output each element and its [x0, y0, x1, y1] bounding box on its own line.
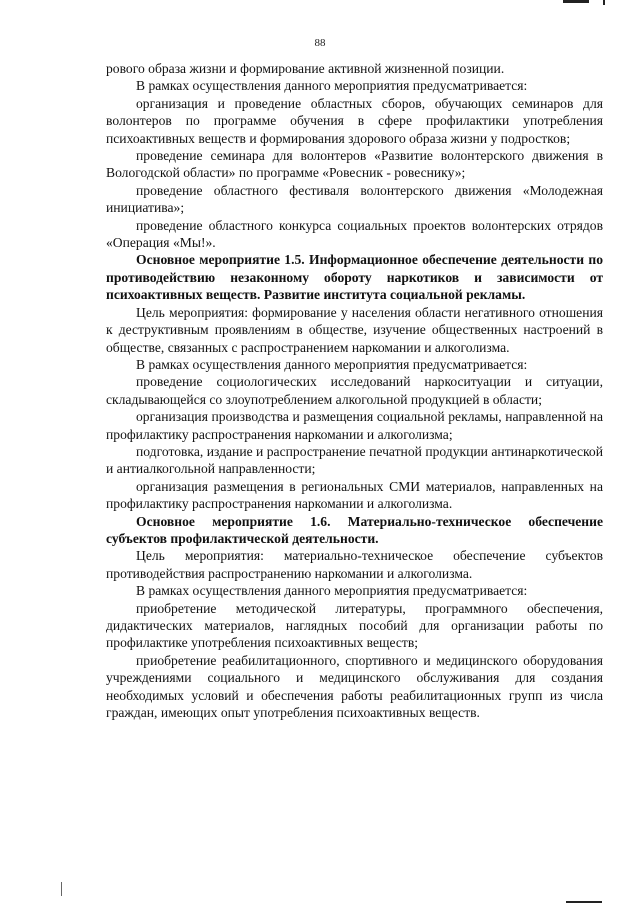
paragraph: В рамках осуществления данного мероприятия предусматривается: [136, 356, 528, 372]
paragraph: В рамках осуществления данного мероприятия предусматривается: [136, 78, 528, 94]
scan-mark-bottom-left [61, 882, 62, 896]
paragraph: В рамках осуществления данного мероприятия предусматривается: [136, 583, 528, 599]
paragraph: Цель мероприятия: формирование у населения области негативного отношения к деструктивным проявлениям в обществе, изучение общественных настроений в обществе, связанных с распространением наркомании и алкоголизма. [106, 304, 603, 355]
paragraph: рового образа жизни и формирование активной жизненной позиции. [106, 61, 505, 76]
scan-mark-bottom-right [566, 901, 602, 903]
document-body [106, 60, 603, 721]
paragraph: проведение областного фестиваля волонтерского движения «Молодежная инициатива»; [106, 182, 603, 216]
scan-mark-top-right-small [603, 0, 605, 5]
paragraph: организация производства и размещения социальной рекламы, направленной на профилактику распространения наркомании и алкоголизма; [106, 409, 603, 442]
paragraph: приобретение методической литературы, программного обеспечения, дидактических материалов, наглядных пособий для организации работы по профилактике употребления психоактивных веществ; [106, 600, 603, 651]
paragraph: проведение областного конкурса социальных проектов волонтерских отрядов «Операция «Мы!». [106, 217, 603, 251]
paragraph: подготовка, издание и распространение печатной продукции антинаркотической и антиалкогольной направленности; [106, 443, 603, 477]
section-heading: Основное мероприятие 1.5. Информационное обеспечение деятельности по противодействию незаконному обороту наркотиков и зависимости от психоактивных веществ. Развитие института социальной рекламы. [106, 252, 603, 303]
paragraph: приобретение реабилитационного, спортивного и медицинского оборудования учреждениями социального и медицинского обслуживания для создания необходимых условий и обеспечения работы реабилитационных групп из числа граждан, имеющих опыт употребления психоактивных веществ. [106, 652, 603, 721]
paragraph: организация размещения в региональных СМИ материалов, направленных на профилактику распространения наркомании и алкоголизма. [106, 478, 603, 512]
paragraph: проведение семинара для волонтеров «Развитие волонтерского движения в Вологодской области» по программе «Ровесник - ровеснику»; [106, 148, 603, 181]
paragraph: Цель мероприятия: материально-техническое обеспечение субъектов противодействия распространению наркомании и алкоголизма. [106, 548, 603, 581]
scan-mark-top-right [563, 0, 589, 3]
page-number: 88 [314, 37, 326, 49]
paragraph: организация и проведение областных сборов, обучающих семинаров для волонтеров по программе обучения в сфере профилактики употребления психоактивных веществ и формирования здорового образа жизни у подростков; [106, 95, 603, 146]
paragraph: проведение социологических исследований наркоситуации и ситуации, складывающейся со злоупотреблением алкогольной продукцией в области; [106, 374, 603, 407]
section-heading: Основное мероприятие 1.6. Материально-техническое обеспечение субъектов профилактической деятельности. [106, 513, 603, 546]
